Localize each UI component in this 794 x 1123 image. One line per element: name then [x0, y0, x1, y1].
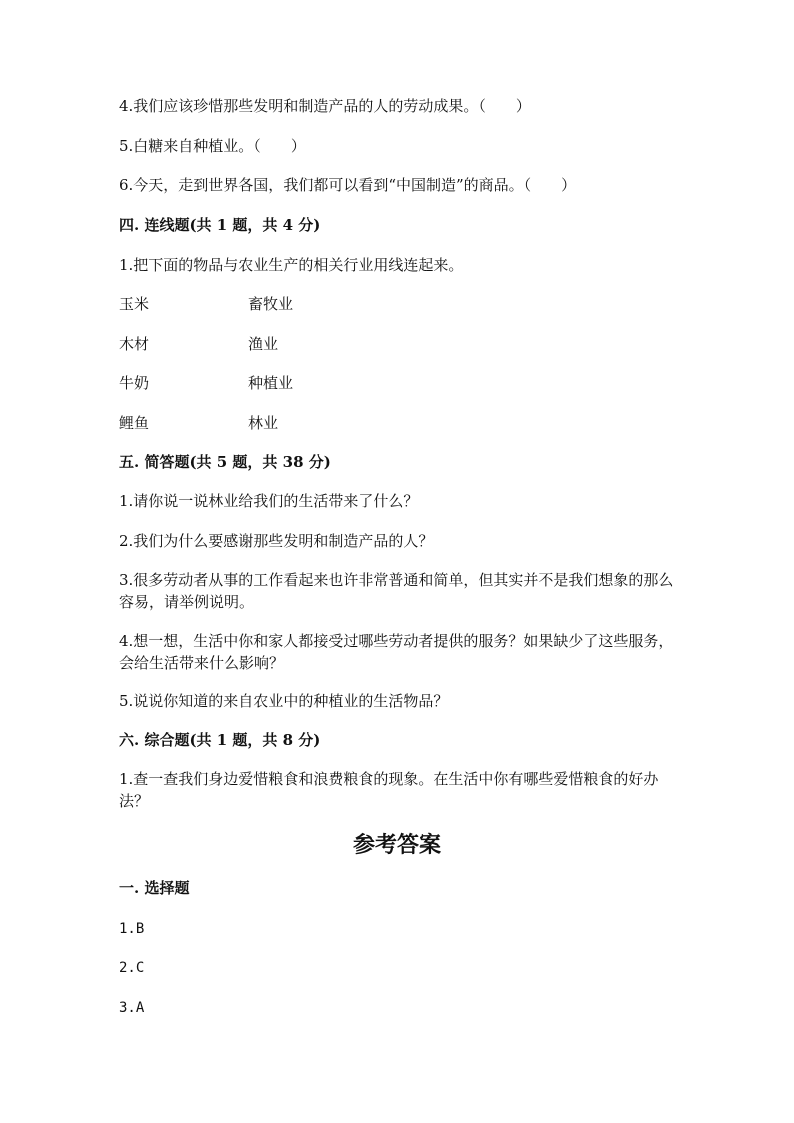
short-answer-item-4: 4.想一想，生活中你和家人都接受过哪些劳动者提供的服务？如果缺少了这些服务，会给生活带来什么影响？	[119, 632, 674, 672]
matching-right-item: 渔业	[248, 335, 279, 353]
comprehensive-heading: 六. 综合题(共 1 题，共 8 分)	[119, 731, 321, 749]
matching-right-item: 种植业	[248, 374, 294, 392]
answer-item-1: 1.B	[119, 921, 145, 937]
answer-item-2: 2.C	[119, 960, 145, 976]
short-answer-item-3: 3.很多劳动者从事的工作看起来也许非常普通和简单，但其实并不是我们想象的那么容易，请举例说明。	[119, 571, 674, 611]
matching-left-item: 鲤鱼	[119, 414, 150, 432]
short-answer-item-2: 2.我们为什么要感谢那些发明和制造产品的人？	[119, 532, 434, 550]
comprehensive-item-1: 1.查一查我们身边爱惜粮食和浪费粮食的现象。在生活中你有哪些爱惜粮食的好办法？	[119, 770, 659, 810]
answers-title: 参考答案	[352, 832, 441, 858]
matching-right-item: 畜牧业	[248, 295, 294, 313]
answer-item-3: 3.A	[119, 1000, 145, 1016]
matching-question: 1.把下面的物品与农业生产的相关行业用线连起来。	[119, 256, 464, 274]
short-answer-heading: 五. 简答题(共 5 题，共 38 分)	[119, 453, 331, 471]
matching-left-item: 木材	[119, 335, 150, 353]
short-answer-item-5: 5.说说你知道的来自农业中的种植业的生活物品？	[119, 692, 449, 710]
matching-right-item: 林业	[248, 414, 279, 432]
answers-section-heading: 一. 选择题	[119, 879, 190, 897]
judgement-item-4: 4.我们应该珍惜那些发明和制造产品的人的劳动成果。（ ）	[119, 97, 531, 115]
short-answer-item-1: 1.请你说一说林业给我们的生活带来了什么？	[119, 492, 419, 510]
matching-left-item: 牛奶	[119, 374, 150, 392]
matching-left-item: 玉米	[119, 295, 150, 313]
judgement-item-6: 6.今天，走到世界各国，我们都可以看到“中国制造”的商品。（ ）	[119, 176, 577, 194]
matching-heading: 四. 连线题(共 1 题，共 4 分)	[119, 216, 321, 234]
judgement-item-5: 5.白糖来自种植业。（ ）	[119, 137, 306, 155]
